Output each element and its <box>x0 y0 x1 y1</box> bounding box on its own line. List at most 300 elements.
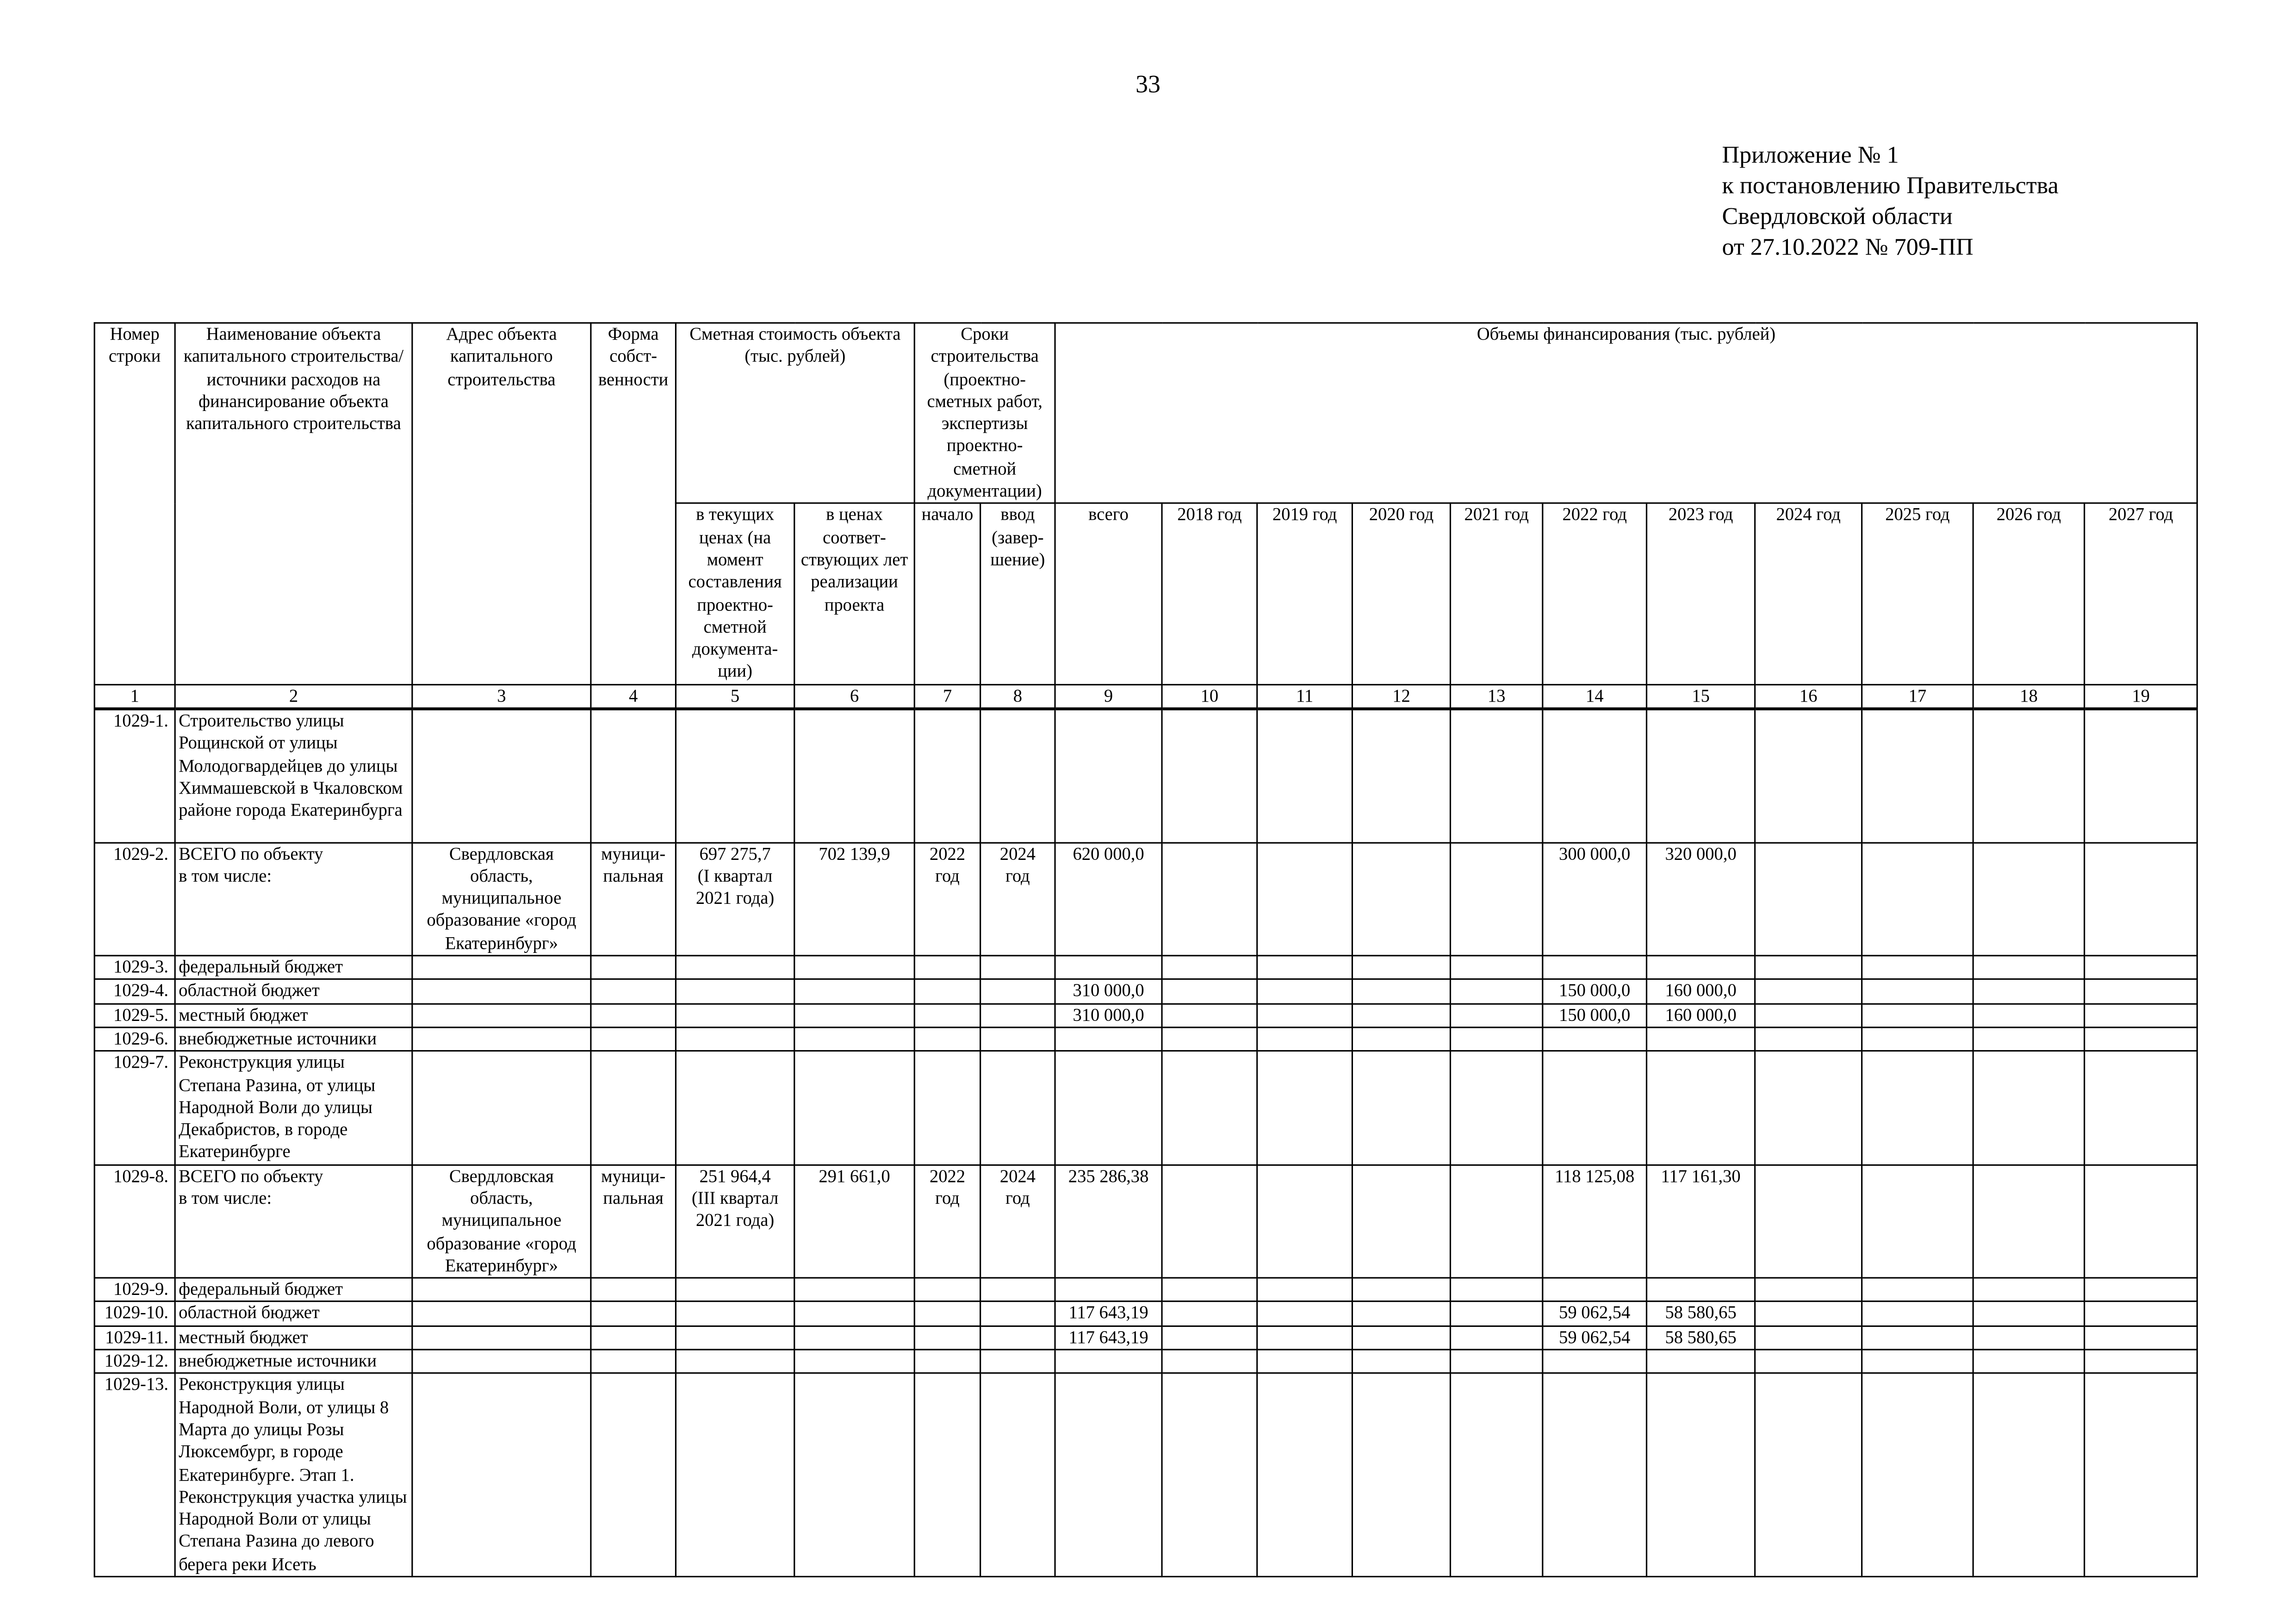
year-financing <box>2085 1302 2197 1326</box>
cost-current: 697 275,7 (I квартал 2021 года) <box>676 842 794 956</box>
start-year <box>914 1350 980 1374</box>
total-financing <box>1055 1374 1162 1577</box>
cost-years <box>794 1051 915 1164</box>
year-financing <box>1450 1278 1542 1302</box>
cost-years <box>794 1302 915 1326</box>
start-year <box>914 1051 980 1164</box>
ownership-form <box>591 1374 676 1577</box>
row-number: 1029-8. <box>94 1164 175 1278</box>
year-financing <box>1647 1278 1755 1302</box>
header-year: 2026 год <box>1973 504 2085 684</box>
year-financing <box>1862 1051 1973 1164</box>
year-financing <box>1450 980 1542 1004</box>
year-financing <box>1257 709 1353 842</box>
column-number: 15 <box>1647 684 1755 709</box>
year-financing <box>1543 1374 1647 1577</box>
year-financing <box>1755 1278 1862 1302</box>
year-financing <box>1755 842 1862 956</box>
object-name: Реконструкция улицы Степана Разина, от улицы Народной Воли до улицы Декабристов, в городе Екатеринбурге <box>175 1051 412 1164</box>
year-financing <box>1543 1051 1647 1164</box>
year-financing <box>1862 1278 1973 1302</box>
header-year: 2019 год <box>1257 504 1353 684</box>
total-financing <box>1055 1278 1162 1302</box>
ownership-form <box>591 1051 676 1164</box>
year-financing <box>1755 1051 1862 1164</box>
object-address <box>412 1302 591 1326</box>
year-financing <box>1450 842 1542 956</box>
column-number: 17 <box>1862 684 1973 709</box>
year-financing: 320 000,0 <box>1647 842 1755 956</box>
year-financing <box>1647 956 1755 980</box>
year-financing <box>1162 1051 1257 1164</box>
year-financing <box>1973 1027 2085 1052</box>
start-year <box>914 956 980 980</box>
column-number: 9 <box>1055 684 1162 709</box>
row-number: 1029-7. <box>94 1051 175 1164</box>
object-name: Строительство улицы Рощинской от улицы Молодогвардейцев до улицы Химмашевской в Чкаловском районе города Екатеринбурга <box>175 709 412 842</box>
year-financing <box>1162 1374 1257 1577</box>
column-number: 7 <box>914 684 980 709</box>
table-row <box>94 956 2197 980</box>
table-row <box>94 1051 2197 1164</box>
end-year <box>980 1278 1055 1302</box>
end-year <box>980 1027 1055 1052</box>
year-financing <box>1257 1003 1353 1027</box>
year-financing <box>1257 1302 1353 1326</box>
year-financing <box>1257 1350 1353 1374</box>
year-financing <box>1162 1350 1257 1374</box>
end-year: 2024 год <box>980 1164 1055 1278</box>
header-cost-current: в текущих ценах (на момент составления проектно-сметной документа- ции) <box>676 504 794 684</box>
object-address <box>412 1027 591 1052</box>
column-number: 18 <box>1973 684 2085 709</box>
year-financing <box>1257 1278 1353 1302</box>
year-financing <box>1755 1302 1862 1326</box>
start-year <box>914 1326 980 1350</box>
year-financing: 160 000,0 <box>1647 980 1755 1004</box>
end-year <box>980 1302 1055 1326</box>
year-financing <box>1450 1302 1542 1326</box>
object-address <box>412 1326 591 1350</box>
column-number: 12 <box>1352 684 1450 709</box>
year-financing <box>1755 1326 1862 1350</box>
header-year: 2024 год <box>1755 504 1862 684</box>
end-year <box>980 709 1055 842</box>
year-financing <box>1543 956 1647 980</box>
header-row-number: Номер строки <box>94 323 175 684</box>
year-financing <box>1973 1164 2085 1278</box>
cost-current <box>676 1350 794 1374</box>
year-financing <box>2085 956 2197 980</box>
ownership-form <box>591 1003 676 1027</box>
year-financing <box>1862 1374 1973 1577</box>
year-financing <box>1862 1027 1973 1052</box>
year-financing <box>1162 1302 1257 1326</box>
year-financing <box>1543 1350 1647 1374</box>
cost-current <box>676 1003 794 1027</box>
year-financing <box>2085 1278 2197 1302</box>
column-number: 11 <box>1257 684 1353 709</box>
row-number: 1029-1. <box>94 709 175 842</box>
start-year <box>914 1374 980 1577</box>
appendix-line: от 27.10.2022 № 709-ПП <box>1722 233 1973 261</box>
start-year <box>914 1302 980 1326</box>
cost-current <box>676 956 794 980</box>
cost-years <box>794 1374 915 1577</box>
table-row <box>94 1164 2197 1278</box>
row-number: 1029-2. <box>94 842 175 956</box>
cost-years <box>794 980 915 1004</box>
year-financing <box>1257 980 1353 1004</box>
year-financing <box>1352 1003 1450 1027</box>
column-number: 4 <box>591 684 676 709</box>
column-number: 8 <box>980 684 1055 709</box>
object-name: внебюджетные источники <box>175 1350 412 1374</box>
year-financing <box>1257 1164 1353 1278</box>
appendix-line: Приложение № 1 <box>1722 140 1899 168</box>
year-financing <box>2085 842 2197 956</box>
year-financing <box>1862 1164 1973 1278</box>
end-year <box>980 1374 1055 1577</box>
year-financing <box>1450 1003 1542 1027</box>
ownership-form <box>591 1350 676 1374</box>
cost-years <box>794 956 915 980</box>
year-financing <box>2085 1350 2197 1374</box>
year-financing <box>1973 1051 2085 1164</box>
header-start: начало <box>914 504 980 684</box>
year-financing <box>1352 709 1450 842</box>
total-financing: 117 643,19 <box>1055 1326 1162 1350</box>
year-financing <box>2085 1326 2197 1350</box>
year-financing <box>2085 1003 2197 1027</box>
cost-current <box>676 1326 794 1350</box>
year-financing <box>1973 1302 2085 1326</box>
year-financing <box>2085 1027 2197 1052</box>
year-financing <box>1647 1051 1755 1164</box>
row-number: 1029-6. <box>94 1027 175 1052</box>
year-financing <box>1162 1164 1257 1278</box>
object-address <box>412 1278 591 1302</box>
object-name: Реконструкция улицы Народной Воли, от улицы 8 Марта до улицы Розы Люксембург, в городе Екатеринбурге. Этап 1. Реконструкция участка улицы Народной Воли от улицы Степана Разина до левого берега реки Исеть <box>175 1374 412 1577</box>
table-row <box>94 1374 2197 1577</box>
cost-current <box>676 1027 794 1052</box>
total-financing: 117 643,19 <box>1055 1302 1162 1326</box>
header-year: 2021 год <box>1450 504 1542 684</box>
year-financing <box>2085 1164 2197 1278</box>
header-ownership: Форма собст- венности <box>591 323 676 684</box>
column-number: 10 <box>1162 684 1257 709</box>
object-name: ВСЕГО по объекту в том числе: <box>175 1164 412 1278</box>
cost-years <box>794 709 915 842</box>
ownership-form <box>591 956 676 980</box>
year-financing <box>1257 1326 1353 1350</box>
year-financing <box>1162 1003 1257 1027</box>
cost-years <box>794 1278 915 1302</box>
end-year <box>980 1326 1055 1350</box>
year-financing <box>1257 1374 1353 1577</box>
cost-years <box>794 1350 915 1374</box>
year-financing <box>1755 1027 1862 1052</box>
cost-current: 251 964,4 (III квартал 2021 года) <box>676 1164 794 1278</box>
end-year <box>980 1350 1055 1374</box>
row-number: 1029-11. <box>94 1326 175 1350</box>
row-number: 1029-10. <box>94 1302 175 1326</box>
header-end: ввод (завер- шение) <box>980 504 1055 684</box>
year-financing <box>1755 1350 1862 1374</box>
appendix-caption <box>1722 139 2058 262</box>
end-year <box>980 1003 1055 1027</box>
total-financing: 620 000,0 <box>1055 842 1162 956</box>
start-year <box>914 709 980 842</box>
cost-current <box>676 980 794 1004</box>
year-financing <box>1352 1374 1450 1577</box>
header-name: Наименование объекта капитального строительства/источники расходов на финансирование объекта капитального строительства <box>175 323 412 684</box>
end-year <box>980 1051 1055 1164</box>
year-financing <box>1450 709 1542 842</box>
cost-years: 291 661,0 <box>794 1164 915 1278</box>
object-address <box>412 980 591 1004</box>
year-financing <box>1257 1027 1353 1052</box>
year-financing <box>1352 980 1450 1004</box>
year-financing <box>1973 1278 2085 1302</box>
year-financing <box>1352 1278 1450 1302</box>
year-financing <box>1755 980 1862 1004</box>
cost-current <box>676 1302 794 1326</box>
object-name: федеральный бюджет <box>175 956 412 980</box>
table-row <box>94 980 2197 1004</box>
year-financing <box>1647 1027 1755 1052</box>
column-number: 14 <box>1543 684 1647 709</box>
header-cost: Сметная стоимость объекта (тыс. рублей) <box>676 323 914 504</box>
year-financing <box>2085 1051 2197 1164</box>
year-financing <box>1162 956 1257 980</box>
year-financing <box>1647 709 1755 842</box>
cost-current <box>676 1278 794 1302</box>
year-financing <box>1162 709 1257 842</box>
row-number: 1029-9. <box>94 1278 175 1302</box>
total-financing <box>1055 1350 1162 1374</box>
year-financing <box>1973 1326 2085 1350</box>
table-row <box>94 709 2197 842</box>
year-financing <box>1162 842 1257 956</box>
year-financing <box>1862 842 1973 956</box>
year-financing <box>1973 1350 2085 1374</box>
year-financing: 59 062,54 <box>1543 1302 1647 1326</box>
year-financing <box>2085 1374 2197 1577</box>
ownership-form: муници- пальная <box>591 1164 676 1278</box>
year-financing <box>1647 1350 1755 1374</box>
row-number: 1029-13. <box>94 1374 175 1577</box>
ownership-form <box>591 1302 676 1326</box>
header-year: 2025 год <box>1862 504 1973 684</box>
year-financing <box>1755 709 1862 842</box>
object-address <box>412 709 591 842</box>
object-address <box>412 1350 591 1374</box>
year-financing <box>1450 1164 1542 1278</box>
ownership-form: муници- пальная <box>591 842 676 956</box>
table-row <box>94 1302 2197 1326</box>
year-financing <box>1352 956 1450 980</box>
column-number: 3 <box>412 684 591 709</box>
header-address: Адрес объекта капитального строительства <box>412 323 591 684</box>
year-financing <box>1257 1051 1353 1164</box>
year-financing <box>1862 709 1973 842</box>
start-year <box>914 1003 980 1027</box>
year-financing <box>1352 1302 1450 1326</box>
column-number: 16 <box>1755 684 1862 709</box>
ownership-form <box>591 1326 676 1350</box>
cost-years: 702 139,9 <box>794 842 915 956</box>
year-financing <box>1755 1003 1862 1027</box>
year-financing <box>1862 1302 1973 1326</box>
year-financing <box>1862 1003 1973 1027</box>
year-financing <box>1352 842 1450 956</box>
year-financing: 160 000,0 <box>1647 1003 1755 1027</box>
year-financing <box>1352 1164 1450 1278</box>
object-name: областной бюджет <box>175 980 412 1004</box>
total-financing <box>1055 1051 1162 1164</box>
year-financing <box>1973 980 2085 1004</box>
end-year: 2024 год <box>980 842 1055 956</box>
object-address <box>412 1003 591 1027</box>
object-name: местный бюджет <box>175 1003 412 1027</box>
column-number: 2 <box>175 684 412 709</box>
object-name: ВСЕГО по объекту в том числе: <box>175 842 412 956</box>
header-year: 2022 год <box>1543 504 1647 684</box>
object-address <box>412 956 591 980</box>
cost-current <box>676 1374 794 1577</box>
year-financing <box>1450 1051 1542 1164</box>
column-number: 5 <box>676 684 794 709</box>
ownership-form <box>591 980 676 1004</box>
start-year <box>914 1278 980 1302</box>
year-financing <box>1352 1350 1450 1374</box>
table-row <box>94 1027 2197 1052</box>
object-address: Свердловская область, муниципальное образование «город Екатеринбург» <box>412 842 591 956</box>
total-financing: 235 286,38 <box>1055 1164 1162 1278</box>
year-financing <box>1162 1326 1257 1350</box>
total-financing <box>1055 956 1162 980</box>
page-number: 33 <box>1136 70 1160 99</box>
header-total: всего <box>1055 504 1162 684</box>
total-financing: 310 000,0 <box>1055 980 1162 1004</box>
year-financing <box>1162 1278 1257 1302</box>
end-year <box>980 980 1055 1004</box>
year-financing <box>2085 980 2197 1004</box>
start-year <box>914 980 980 1004</box>
row-number: 1029-12. <box>94 1350 175 1374</box>
object-address: Свердловская область, муниципальное образование «город Екатеринбург» <box>412 1164 591 1278</box>
year-financing <box>2085 709 2197 842</box>
end-year <box>980 956 1055 980</box>
year-financing <box>1543 1027 1647 1052</box>
cost-years <box>794 1027 915 1052</box>
year-financing <box>1755 1374 1862 1577</box>
column-number: 6 <box>794 684 915 709</box>
year-financing <box>1450 1326 1542 1350</box>
year-financing: 117 161,30 <box>1647 1164 1755 1278</box>
total-financing <box>1055 1027 1162 1052</box>
year-financing <box>1973 1003 2085 1027</box>
header-year: 2018 год <box>1162 504 1257 684</box>
year-financing <box>1450 1374 1542 1577</box>
year-financing <box>1862 956 1973 980</box>
object-name: областной бюджет <box>175 1302 412 1326</box>
column-number: 19 <box>2085 684 2197 709</box>
appendix-line: Свердловской области <box>1722 202 1953 230</box>
year-financing <box>1543 709 1647 842</box>
year-financing <box>1257 956 1353 980</box>
object-address <box>412 1374 591 1577</box>
start-year: 2022 год <box>914 1164 980 1278</box>
total-financing: 310 000,0 <box>1055 1003 1162 1027</box>
year-financing <box>1162 1027 1257 1052</box>
total-financing <box>1055 709 1162 842</box>
year-financing <box>1450 1350 1542 1374</box>
row-number: 1029-5. <box>94 1003 175 1027</box>
year-financing <box>1755 1164 1862 1278</box>
cost-years <box>794 1003 915 1027</box>
row-number: 1029-4. <box>94 980 175 1004</box>
object-address <box>412 1051 591 1164</box>
financing-table <box>94 322 2198 1577</box>
object-name: федеральный бюджет <box>175 1278 412 1302</box>
start-year: 2022 год <box>914 842 980 956</box>
table-row <box>94 1326 2197 1350</box>
object-name: внебюджетные источники <box>175 1027 412 1052</box>
year-financing: 58 580,65 <box>1647 1302 1755 1326</box>
header-year: 2023 год <box>1647 504 1755 684</box>
year-financing <box>1862 1350 1973 1374</box>
cost-years <box>794 1326 915 1350</box>
cost-current <box>676 1051 794 1164</box>
table-row <box>94 842 2197 956</box>
column-number: 13 <box>1450 684 1542 709</box>
start-year <box>914 1027 980 1052</box>
table-row <box>94 1350 2197 1374</box>
year-financing: 58 580,65 <box>1647 1326 1755 1350</box>
year-financing <box>1352 1051 1450 1164</box>
column-number: 1 <box>94 684 175 709</box>
year-financing <box>1543 1278 1647 1302</box>
cost-current <box>676 709 794 842</box>
object-name: местный бюджет <box>175 1326 412 1350</box>
ownership-form <box>591 1027 676 1052</box>
table-row <box>94 1278 2197 1302</box>
year-financing <box>1755 956 1862 980</box>
year-financing <box>1862 980 1973 1004</box>
ownership-form <box>591 709 676 842</box>
ownership-form <box>591 1278 676 1302</box>
year-financing: 118 125,08 <box>1543 1164 1647 1278</box>
row-number: 1029-3. <box>94 956 175 980</box>
year-financing <box>1257 842 1353 956</box>
year-financing <box>1973 1374 2085 1577</box>
header-financing: Объемы финансирования (тыс. рублей) <box>1055 323 2197 504</box>
year-financing <box>1162 980 1257 1004</box>
year-financing: 150 000,0 <box>1543 1003 1647 1027</box>
header-terms: Сроки строительства (проектно- сметных работ, экспертизы проектно- сметной документации) <box>914 323 1055 504</box>
header-year: 2020 год <box>1352 504 1450 684</box>
year-financing <box>1973 709 2085 842</box>
year-financing <box>1973 842 2085 956</box>
year-financing <box>1450 1027 1542 1052</box>
year-financing: 150 000,0 <box>1543 980 1647 1004</box>
year-financing <box>1352 1027 1450 1052</box>
year-financing <box>1862 1326 1973 1350</box>
appendix-line: к постановлению Правительства <box>1722 171 2059 199</box>
table-row <box>94 1003 2197 1027</box>
